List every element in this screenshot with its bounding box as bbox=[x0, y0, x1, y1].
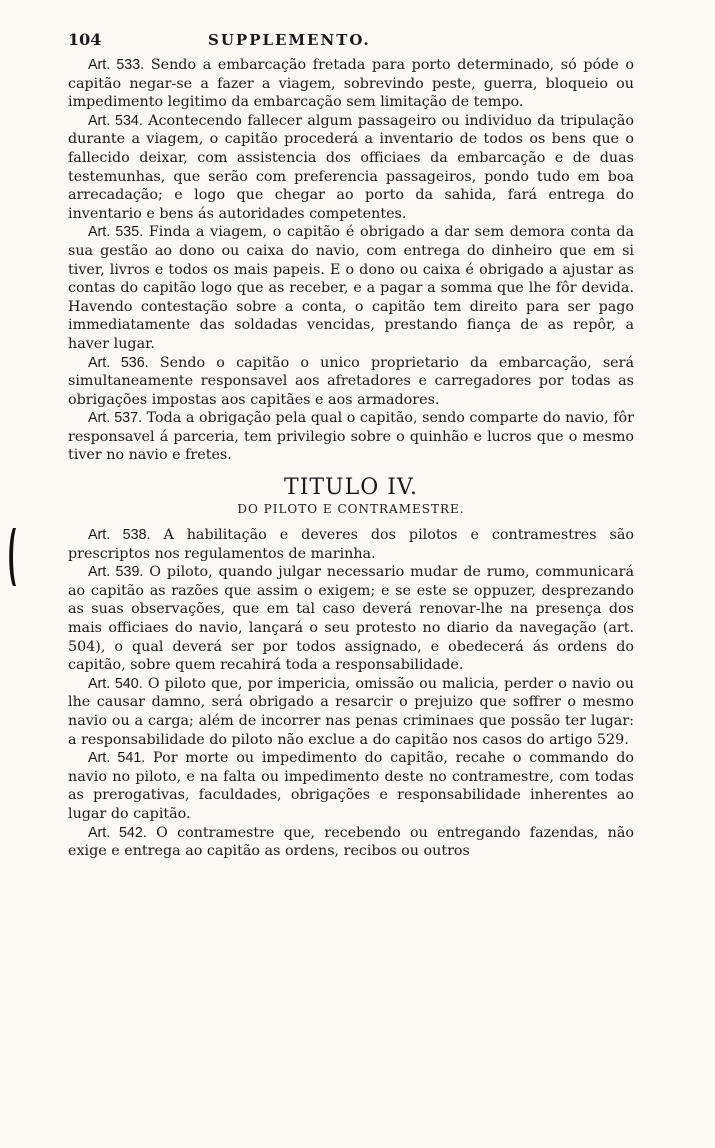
article-534 bbox=[68, 112, 634, 224]
article-text: A habilitação e deveres dos pilotos e contramestres são prescriptos nos regulamentos de marinha. bbox=[68, 527, 634, 562]
section-subtitle: DO PILOTO E CONTRAMESTRE. bbox=[237, 502, 465, 517]
article-542 bbox=[68, 824, 634, 861]
article-538 bbox=[68, 526, 634, 563]
article-text: O piloto que, por impericia, omissão ou malicia, perder o navio ou lhe causar damno, será obrigado a resarcir o prejuizo que soffrer o mesmo navio ou a carga; além de incorrer nas penas criminaes que possão ter lugar: a responsabilidade do piloto não exclue a do capitão nos casos do artigo 529. bbox=[68, 675, 634, 748]
article-536 bbox=[68, 354, 634, 410]
article-label: Art. 542. bbox=[88, 824, 147, 841]
running-head bbox=[68, 30, 634, 54]
article-text: O piloto, quando julgar necessario mudar de rumo, communicará ao capitão as razões que assim o exigem; e se este se oppuzer, desprezando as suas observações, que em tal caso deverá renovar-lhe na presença dos mais officiaes do navio, lançará o seu protesto no diario da navegação (art. 504), o qual deverá ser por todos assignado, e obedecerá ás ordens do capitão, sobre quem recahirá toda a responsabilidade. bbox=[68, 564, 635, 674]
article-537 bbox=[68, 409, 634, 465]
article-label: Art. 541. bbox=[88, 750, 146, 767]
article-label: Art. 534. bbox=[88, 112, 143, 129]
article-label: Art. 537. bbox=[88, 410, 143, 427]
page-number: 104 bbox=[68, 30, 102, 49]
section-title: TITULO IV. bbox=[284, 475, 418, 501]
article-text: Toda a obrigação pela qual o capitão, sendo comparte do navio, fôr responsavel á parceria, tem privilegio sobre o quinhão e lucros que o mesmo tiver no navio e fretes. bbox=[68, 410, 634, 464]
article-label: Art. 540. bbox=[88, 675, 143, 692]
article-540 bbox=[68, 675, 634, 749]
book-page bbox=[68, 30, 634, 861]
article-text: Por morte ou impedimento do capitão, recahe o commando do navio no piloto, e na falta ou impedimento deste no contramestre, com todas as prerogativas, faculdades, obrigações e responsabilidade inherentes ao lugar do capitão. bbox=[68, 750, 635, 822]
article-text: Sendo a embarcação fretada para porto determinado, só póde o capitão negar-se a fazer a viagem, sobrevindo peste, guerra, bloqueio ou impedimento legitimo da embarcação sem limitação de tempo. bbox=[68, 57, 635, 111]
article-label: Art. 539. bbox=[88, 564, 144, 581]
article-text: Acontecendo fallecer algum passageiro ou individuo da tripulação durante a viagem, o capitão procederá a inventario de todos os bens que o fallecido deixar, com assistencia dos officiaes da embarcação e de duas testemunhas, que serão com preferencia passageiros, pondo tudo em boa arrecadação; e logo que chegar ao porto da sahida, fará entrega do inventario e bens ás autoridades competentes. bbox=[68, 112, 635, 222]
article-535 bbox=[68, 223, 634, 353]
article-539 bbox=[68, 563, 634, 675]
article-text: Finda a viagem, o capitão é obrigado a dar sem demora conta da sua gestão ao dono ou caixa do navio, com entrega do dinheiro que em si tiver, livros e todos os mais papeis. E o dono ou caixa é obrigado a ajustar as contas do capitão logo que as receber, e a pagar a somma que lhe fôr devida. Havendo contestação sobre a conta, o capitão tem direito para ser pago immediatamente das soldadas vencidas, prestando fiança de as repôr, a haver lugar. bbox=[68, 224, 634, 352]
article-label: Art. 535. bbox=[88, 224, 144, 241]
article-label: Art. 536. bbox=[88, 354, 149, 371]
article-label: Art. 538. bbox=[88, 527, 151, 544]
binding-mark bbox=[7, 528, 17, 586]
running-title: SUPPLEMENTO. bbox=[208, 31, 371, 49]
article-541 bbox=[68, 749, 634, 823]
article-text: O contramestre que, recebendo ou entregando fazendas, não exige e entrega ao capitão as ordens, recibos ou outros bbox=[68, 824, 634, 860]
article-text: Sendo o capitão o unico proprietario da embarcação, será simultaneamente responsavel aos afretadores e carregadores por todas as obrigações impostas aos capitães e aos armadores. bbox=[68, 354, 634, 408]
article-533 bbox=[68, 56, 634, 112]
article-label: Art. 533. bbox=[88, 57, 145, 73]
